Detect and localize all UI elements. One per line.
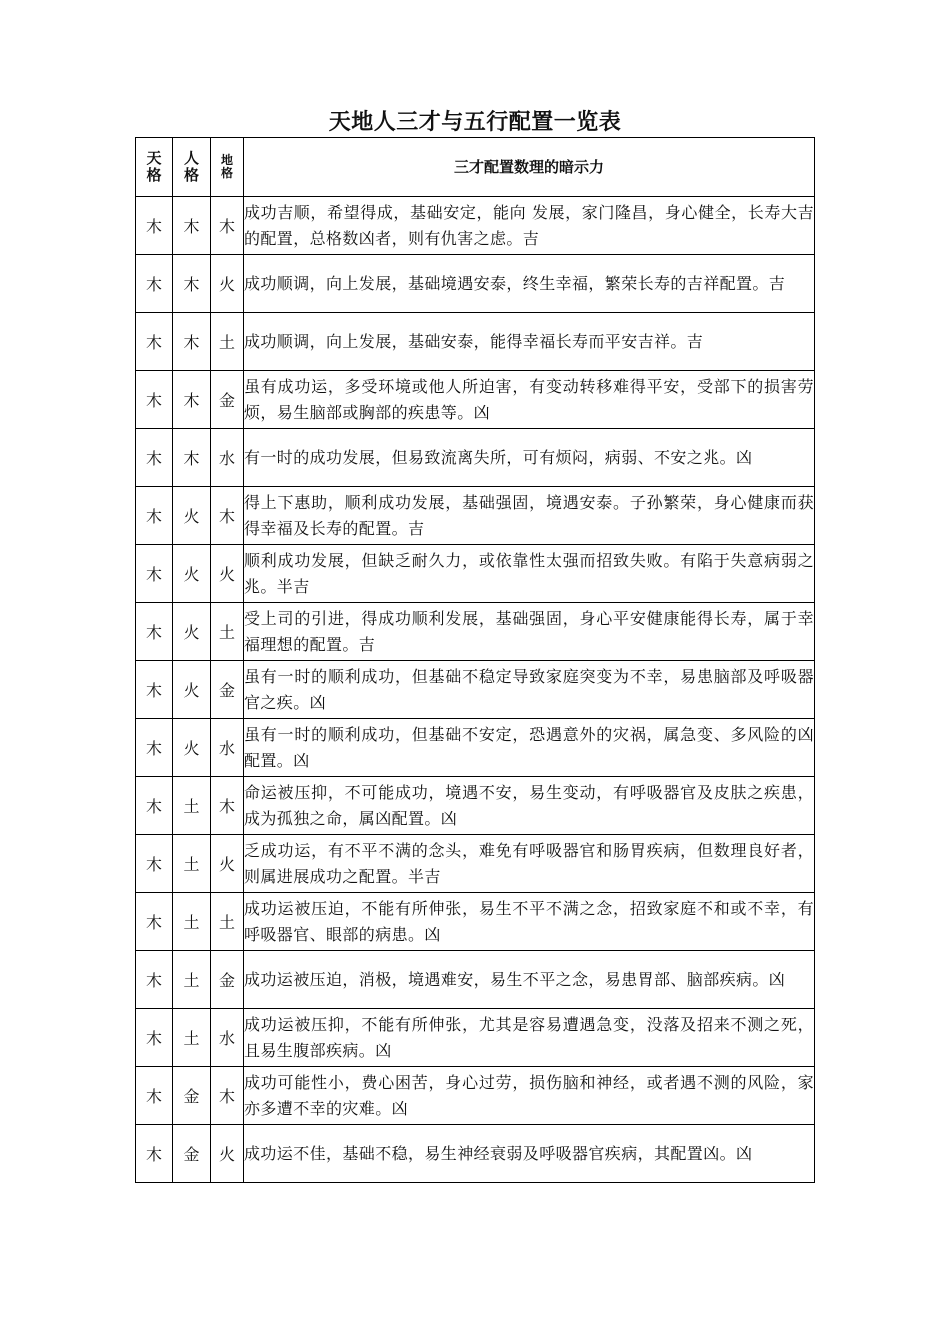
table-row xyxy=(136,777,815,835)
cell-tian: 木 xyxy=(136,719,173,777)
cell-tian: 木 xyxy=(136,1009,173,1067)
cell-desc: 成功运被压抑，不能有所伸张，尤其是容易遭遇急变，没落及招来不测之死，且易生腹部疾病。凶 xyxy=(244,1009,815,1067)
cell-tian: 木 xyxy=(136,197,173,255)
header-tian: 天格 xyxy=(136,138,173,197)
cell-ren: 金 xyxy=(173,1125,211,1183)
table-row xyxy=(136,429,815,487)
cell-ren: 土 xyxy=(173,1009,211,1067)
cell-desc: 成功吉顺，希望得成，基础安定，能向 发展，家门隆昌，身心健全，长寿大吉的配置，总格数凶者，则有仇害之虑。吉 xyxy=(244,197,815,255)
cell-di: 水 xyxy=(211,1009,244,1067)
cell-tian: 木 xyxy=(136,661,173,719)
cell-desc: 受上司的引进，得成功顺利发展，基础强固，身心平安健康能得长寿，属于幸福理想的配置。吉 xyxy=(244,603,815,661)
table-row xyxy=(136,371,815,429)
cell-tian: 木 xyxy=(136,893,173,951)
table-row xyxy=(136,1125,815,1183)
cell-di: 木 xyxy=(211,197,244,255)
cell-di: 火 xyxy=(211,545,244,603)
table-row xyxy=(136,313,815,371)
cell-ren: 火 xyxy=(173,603,211,661)
cell-di: 水 xyxy=(211,429,244,487)
table-row xyxy=(136,197,815,255)
cell-di: 木 xyxy=(211,777,244,835)
cell-ren: 土 xyxy=(173,893,211,951)
cell-di: 金 xyxy=(211,951,244,1009)
table-row xyxy=(136,545,815,603)
cell-ren: 火 xyxy=(173,719,211,777)
cell-tian: 木 xyxy=(136,255,173,313)
cell-desc: 虽有一时的顺利成功，但基础不稳定导致家庭突变为不幸，易患脑部及呼吸器官之疾。凶 xyxy=(244,661,815,719)
cell-tian: 木 xyxy=(136,429,173,487)
table-row xyxy=(136,835,815,893)
cell-tian: 木 xyxy=(136,777,173,835)
cell-di: 水 xyxy=(211,719,244,777)
cell-ren: 木 xyxy=(173,371,211,429)
cell-ren: 木 xyxy=(173,255,211,313)
cell-desc: 成功顺调，向上发展，基础安泰，能得幸福长寿而平安吉祥。吉 xyxy=(244,313,815,371)
cell-desc: 虽有成功运，多受环境或他人所迫害，有变动转移难得平安，受部下的损害劳 烦，易生脑部或胸部的疾患等。凶 xyxy=(244,371,815,429)
table-row xyxy=(136,951,815,1009)
cell-desc: 虽有一时的顺利成功，但基础不安定，恐遇意外的灾祸，属急变、多风险的凶配置。凶 xyxy=(244,719,815,777)
cell-desc: 成功运被压迫，消极，境遇难安，易生不平之念，易患胃部、脑部疾病。凶 xyxy=(244,951,815,1009)
table-header-row xyxy=(136,138,815,197)
cell-ren: 火 xyxy=(173,545,211,603)
cell-desc: 成功运被压迫，不能有所伸张，易生不平不满之念，招致家庭不和或不幸，有呼吸器官、眼部的病患。凶 xyxy=(244,893,815,951)
cell-di: 金 xyxy=(211,371,244,429)
cell-desc: 有一时的成功发展，但易致流离失所，可有烦闷，病弱、不安之兆。凶 xyxy=(244,429,815,487)
cell-di: 金 xyxy=(211,661,244,719)
cell-di: 木 xyxy=(211,487,244,545)
cell-ren: 木 xyxy=(173,429,211,487)
wuxing-table xyxy=(135,137,815,1183)
page-title: 天地人三才与五行配置一览表 xyxy=(328,110,622,135)
cell-tian: 木 xyxy=(136,1067,173,1125)
cell-ren: 土 xyxy=(173,835,211,893)
table-row xyxy=(136,661,815,719)
cell-ren: 土 xyxy=(173,777,211,835)
table-row xyxy=(136,719,815,777)
cell-desc: 命运被压抑，不可能成功，境遇不安，易生变动，有呼吸器官及皮肤之疾患，成为孤独之命，属凶配置。凶 xyxy=(244,777,815,835)
cell-desc: 成功顺调，向上发展，基础境遇安泰，终生幸福，繁荣长寿的吉祥配置。吉 xyxy=(244,255,815,313)
cell-desc: 乏成功运，有不平不满的念头，难免有呼吸器官和肠胃疾病，但数理良好者，则属进展成功之配置。半吉 xyxy=(244,835,815,893)
cell-desc: 成功运不佳，基础不稳，易生神经衰弱及呼吸器官疾病，其配置凶。凶 xyxy=(244,1125,815,1183)
cell-di: 火 xyxy=(211,255,244,313)
header-ren: 人格 xyxy=(173,138,211,197)
header-di: 地格 xyxy=(211,138,244,197)
cell-di: 土 xyxy=(211,603,244,661)
table-row xyxy=(136,603,815,661)
cell-tian: 木 xyxy=(136,545,173,603)
cell-tian: 木 xyxy=(136,835,173,893)
cell-ren: 火 xyxy=(173,487,211,545)
cell-di: 土 xyxy=(211,893,244,951)
header-desc: 三才配置数理的暗示力 xyxy=(244,138,815,197)
cell-ren: 金 xyxy=(173,1067,211,1125)
cell-di: 火 xyxy=(211,1125,244,1183)
table-row xyxy=(136,893,815,951)
cell-tian: 木 xyxy=(136,371,173,429)
table-row xyxy=(136,487,815,545)
table-row xyxy=(136,255,815,313)
cell-ren: 木 xyxy=(173,313,211,371)
cell-tian: 木 xyxy=(136,313,173,371)
cell-ren: 火 xyxy=(173,661,211,719)
cell-ren: 土 xyxy=(173,951,211,1009)
table-row xyxy=(136,1067,815,1125)
cell-di: 木 xyxy=(211,1067,244,1125)
cell-di: 火 xyxy=(211,835,244,893)
cell-tian: 木 xyxy=(136,1125,173,1183)
cell-tian: 木 xyxy=(136,951,173,1009)
cell-di: 土 xyxy=(211,313,244,371)
table-row xyxy=(136,1009,815,1067)
cell-desc: 成功可能性小，费心困苦，身心过劳，损伤脑和神经，或者遇不测的风险，家亦多遭不幸的灾难。凶 xyxy=(244,1067,815,1125)
cell-desc: 得上下惠助，顺利成功发展，基础强固，境遇安泰。子孙繁荣，身心健康而获得幸福及长寿的配置。吉 xyxy=(244,487,815,545)
cell-desc: 顺利成功发展，但缺乏耐久力，或依靠性太强而招致失败。有陷于失意病弱之兆。半吉 xyxy=(244,545,815,603)
cell-ren: 木 xyxy=(173,197,211,255)
cell-tian: 木 xyxy=(136,487,173,545)
cell-tian: 木 xyxy=(136,603,173,661)
